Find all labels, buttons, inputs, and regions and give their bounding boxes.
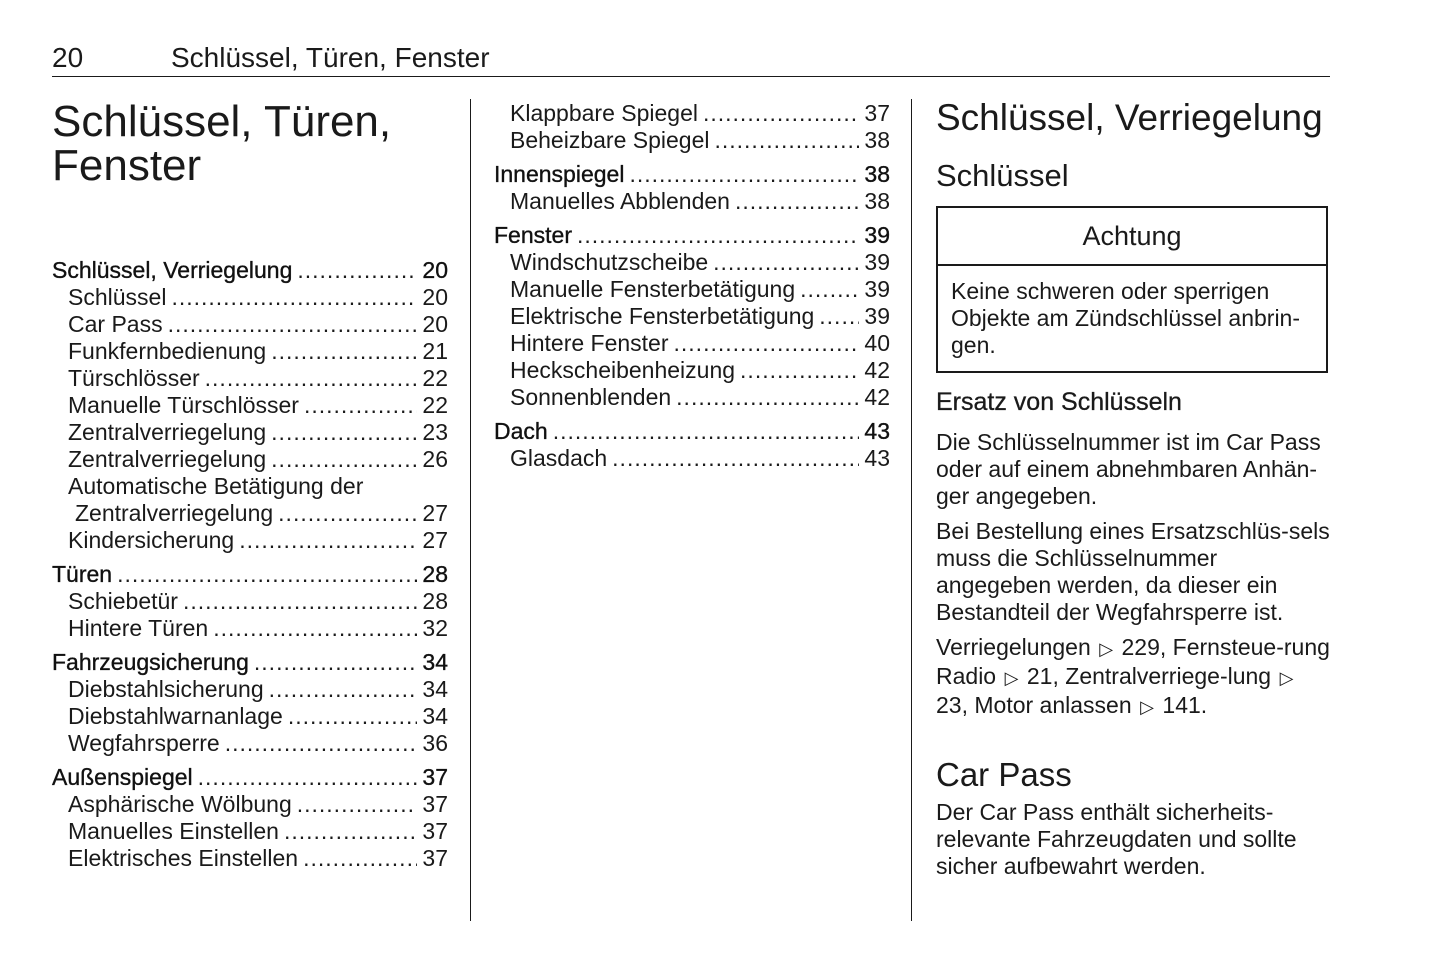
page-reference-link[interactable]: 141 xyxy=(1162,692,1201,718)
toc-label: Klappbare Spiegel xyxy=(510,100,698,126)
toc-page: 42 xyxy=(864,357,890,383)
toc-entry[interactable] xyxy=(494,330,890,357)
subsection-title: Schlüssel xyxy=(936,158,1069,193)
toc-label: Türen xyxy=(52,561,113,587)
toc-label: Elektrische Fensterbetätigung xyxy=(510,303,815,329)
toc-page: 37 xyxy=(422,818,448,844)
toc-label: Kindersicherung xyxy=(68,527,235,553)
toc-page: 21 xyxy=(422,338,448,364)
reference-arrow-icon: ▷ xyxy=(1140,697,1154,717)
toc-label: Wegfahrsperre xyxy=(68,730,220,756)
toc-label: Glasdach xyxy=(510,445,608,471)
toc-page: 38 xyxy=(864,161,890,187)
section-title: Schlüssel, Verriegelung xyxy=(936,97,1323,138)
toc-entry[interactable] xyxy=(52,730,448,757)
page-header xyxy=(52,40,1330,77)
toc-entry[interactable] xyxy=(494,384,890,411)
toc-entry[interactable] xyxy=(52,649,448,676)
toc-label: Dach xyxy=(494,418,548,444)
toc-column-1 xyxy=(52,257,448,872)
chapter-title-line-2: Fenster xyxy=(52,141,202,190)
toc-label: Fenster xyxy=(494,222,572,248)
toc-entry[interactable] xyxy=(494,418,890,445)
toc-page: 37 xyxy=(422,791,448,817)
toc-entry[interactable] xyxy=(52,527,448,554)
toc-entry[interactable] xyxy=(494,127,890,154)
toc-entry[interactable] xyxy=(52,561,448,588)
toc-page: 28 xyxy=(422,561,448,587)
toc-page: 27 xyxy=(422,500,448,526)
toc-page: 27 xyxy=(422,527,448,553)
toc-label: Diebstahlwarnanlage xyxy=(68,703,283,729)
toc-label: Außenspiegel xyxy=(52,764,193,790)
toc-label: Manuelles Einstellen xyxy=(68,818,279,844)
column-3 xyxy=(936,96,1332,880)
toc-entry[interactable] xyxy=(494,188,890,215)
toc-label: Sonnenblenden xyxy=(510,384,672,410)
toc-label: Zentralverriegelung xyxy=(68,419,267,445)
toc-label: Diebstahlsicherung xyxy=(68,676,264,702)
toc-entry[interactable] xyxy=(494,357,890,384)
toc-page: 38 xyxy=(864,188,890,214)
toc-page: 23 xyxy=(422,419,448,445)
paragraph-key-number: Die Schlüsselnummer ist im Car Pass oder auf einem abnehmbaren Anhän-ger angegeben. xyxy=(936,429,1321,509)
toc-entry[interactable] xyxy=(494,100,890,127)
toc-entry[interactable] xyxy=(494,222,890,249)
toc-entry[interactable] xyxy=(52,500,448,527)
toc-entry[interactable] xyxy=(52,845,448,872)
toc-entry[interactable] xyxy=(52,615,448,642)
toc-label: Schlüssel, Verriegelung xyxy=(52,257,293,283)
toc-entry[interactable] xyxy=(494,249,890,276)
toc-page: 37 xyxy=(864,100,890,126)
toc-label: Manuelle Türschlösser xyxy=(68,392,299,418)
page-reference-link[interactable]: 21 xyxy=(1026,663,1053,689)
toc-page: 40 xyxy=(864,330,890,356)
toc-entry[interactable] xyxy=(52,257,448,284)
toc-entry[interactable] xyxy=(52,446,448,473)
toc-page: 39 xyxy=(864,249,890,275)
toc-page: 42 xyxy=(864,384,890,410)
toc-label: Zentralverriegelung xyxy=(68,446,267,472)
running-title: Schlüssel, Türen, Fenster xyxy=(171,42,490,73)
toc-entry[interactable] xyxy=(494,303,890,330)
warning-title: Achtung xyxy=(938,208,1326,266)
toc-label: Zentralverriegelung xyxy=(75,500,274,526)
toc-page: 32 xyxy=(422,615,448,641)
toc-label: Manuelle Fensterbetätigung xyxy=(510,276,796,302)
toc-label: Türschlösser xyxy=(68,365,200,391)
car-pass-text: Der Car Pass enthält sicherheits-relevante Fahrzeugdaten und sollte sicher aufbewahrt werden. xyxy=(936,799,1297,879)
toc-entry[interactable] xyxy=(52,588,448,615)
toc-label: Hintere Türen xyxy=(68,615,209,641)
reference-arrow-icon: ▷ xyxy=(1099,639,1114,659)
toc-entry[interactable] xyxy=(52,338,448,365)
chapter-title xyxy=(52,97,448,190)
toc-label: Asphärische Wölbung xyxy=(68,791,292,817)
warning-box xyxy=(936,206,1328,373)
toc-label: Windschutzscheibe xyxy=(510,249,709,275)
toc-entry[interactable] xyxy=(52,764,448,791)
toc-page: 34 xyxy=(422,676,448,702)
toc-column-2 xyxy=(494,100,890,472)
toc-entry[interactable] xyxy=(494,161,890,188)
paragraph-references: Verriegelungen ▷ 229, Fernsteue-rung Radio ▷ 21, Zentralverriege-lung ▷ 23, Motor anlassen ▷ 141. xyxy=(936,634,1332,721)
column-divider-1 xyxy=(470,99,471,921)
toc-page: 39 xyxy=(864,303,890,329)
chapter-title-line-1: Schlüssel, Türen, xyxy=(52,97,392,146)
reference-arrow-icon: ▷ xyxy=(1004,668,1019,688)
toc-page: 34 xyxy=(422,703,448,729)
toc-entry[interactable] xyxy=(52,703,448,730)
toc-entry[interactable] xyxy=(52,392,448,419)
toc-page: 39 xyxy=(864,276,890,302)
toc-entry[interactable] xyxy=(52,365,448,392)
warning-text: Keine schweren oder sperrigen Objekte am Zündschlüssel anbrin-gen. xyxy=(951,278,1300,358)
toc-label: Car Pass xyxy=(68,311,163,337)
toc-label: Heckscheibenheizung xyxy=(510,357,736,383)
page-number: 20 xyxy=(52,42,84,73)
toc-page: 20 xyxy=(422,311,448,337)
toc-entry[interactable] xyxy=(52,311,448,338)
toc-page: 34 xyxy=(422,649,448,675)
toc-page: 37 xyxy=(422,764,448,790)
toc-entry[interactable] xyxy=(494,445,890,472)
toc-entry[interactable] xyxy=(52,676,448,703)
toc-entry[interactable] xyxy=(52,818,448,845)
toc-label: Innenspiegel xyxy=(494,161,625,187)
toc-label: Schlüssel xyxy=(68,284,167,310)
toc-page: 20 xyxy=(422,257,448,283)
reference-arrow-icon: ▷ xyxy=(1279,668,1294,688)
toc-label: Funkfernbedienung xyxy=(68,338,267,364)
column-divider-2 xyxy=(911,99,912,921)
toc-page: 39 xyxy=(864,222,890,248)
car-pass-heading: Car Pass xyxy=(936,756,1072,793)
toc-page: 22 xyxy=(422,365,448,391)
toc-label: Elektrisches Einstellen xyxy=(68,845,299,871)
toc-entry[interactable] xyxy=(52,284,448,311)
toc-label: Hintere Fenster xyxy=(510,330,669,356)
toc-label: Manuelles Abblenden xyxy=(510,188,730,214)
toc-page: 26 xyxy=(422,446,448,472)
toc-page: 20 xyxy=(422,284,448,310)
column-1 xyxy=(52,97,448,871)
toc-label: Beheizbare Spiegel xyxy=(510,127,710,153)
toc-entry[interactable] xyxy=(52,419,448,446)
toc-page: 38 xyxy=(864,127,890,153)
page-reference-link[interactable]: 23 xyxy=(936,692,962,718)
toc-page: 36 xyxy=(422,730,448,756)
toc-label: Fahrzeugsicherung xyxy=(52,649,249,675)
toc-entry-wrapped-line[interactable]: Automatische Betätigung der xyxy=(68,473,364,499)
toc-entry[interactable] xyxy=(494,276,890,303)
page-reference-link[interactable]: 229 xyxy=(1121,634,1160,660)
toc-page: 43 xyxy=(864,445,890,471)
paragraph-replacement-order: Bei Bestellung eines Ersatzschlüs-sels muss die Schlüsselnummer angegeben werden, da dieser ein Bestandteil der Wegfahrsperre ist. xyxy=(936,518,1330,625)
toc-page: 22 xyxy=(422,392,448,418)
toc-entry[interactable] xyxy=(52,791,448,818)
toc-label: Schiebetür xyxy=(68,588,178,614)
replacement-heading: Ersatz von Schlüsseln xyxy=(936,388,1182,416)
toc-page: 28 xyxy=(422,588,448,614)
toc-page: 43 xyxy=(864,418,890,444)
toc-page: 37 xyxy=(422,845,448,871)
